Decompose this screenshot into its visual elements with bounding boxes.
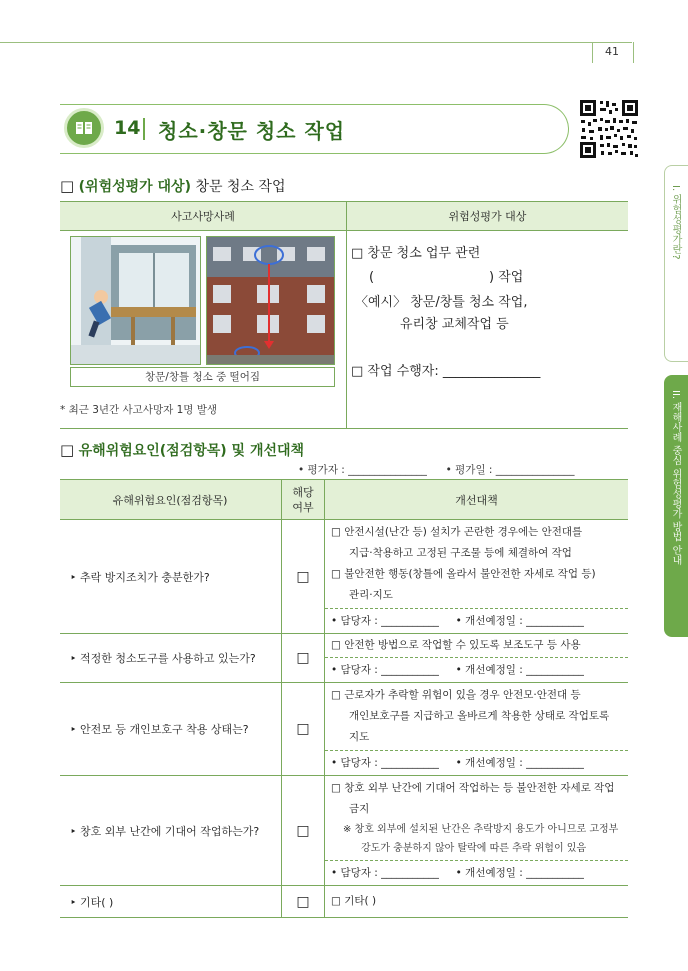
measure-note: 강도가 충분하지 않아 탈락에 따른 추락 위험이 있음 [361,843,587,854]
manager-row-3 [325,751,629,776]
title-number: 14 [114,117,141,139]
book-icon [64,108,104,148]
section1-checkbox-icon: □ [60,177,75,195]
improvement-measures-3 [325,683,629,751]
improvement-other: □ 기타( ) [325,886,629,918]
table-row [60,683,628,751]
planned-date-field: • 개선예정일 : ___________ [455,757,584,769]
fatality-footnote: * 최근 3년간 사고사망자 1명 발생 [60,404,218,416]
measure-line: □ 근로자가 추락할 위험이 있을 경우 안전모·안전대 등 [331,689,581,701]
table-row [60,634,628,658]
header-applicable: 해당 여부 [282,480,325,520]
page-number: 41 [605,45,619,58]
applicable-checkbox-4[interactable]: □ [282,776,325,886]
manager-field: • 담당자 : ___________ [331,615,439,627]
side-tab-chapter-2-label: II. 재해사례 중심 위험성평가 방법 안내 [670,390,681,565]
measure-line: □ 창호 외부 난간에 기대어 작업하는 등 불안전한 자세로 작업 [331,782,615,794]
improvement-measures-4 [325,776,629,861]
header-improvement: 개선대책 [325,480,629,520]
planned-date-field: • 개선예정일 : ___________ [455,867,584,879]
accident-illustration [70,236,201,365]
target-example-1: 〈예시〉 창문/창틀 청소 작업, [355,295,528,310]
evaluator-field: • 평가자 : _______________ [298,464,427,476]
measure-note: ※ 창호 외부에 설치된 난간은 추락방지 용도가 아니므로 고정부 [343,824,619,835]
table-row [60,520,628,609]
planned-date-field: • 개선예정일 : ___________ [455,615,584,627]
accident-photo [206,236,335,365]
improvement-measures-1 [325,520,629,609]
manager-field: • 담당자 : ___________ [331,757,439,769]
evaluation-date-field: • 평가일 : _______________ [445,464,575,476]
measure-line: □ 안전시설(난간 등) 설치가 곤란한 경우에는 안전대를 [331,526,583,538]
hazard-factor-2: ‣ 적정한 청소도구를 사용하고 있는가? [60,634,282,683]
planned-date-field: • 개선예정일 : ___________ [455,664,584,676]
hazard-checklist-table [60,479,628,918]
manager-row-2 [325,658,629,683]
measure-line: 금지 [349,803,370,815]
section2-heading [60,440,304,460]
manager-row-4 [325,861,629,886]
manager-field: • 담당자 : ___________ [331,867,439,879]
table-row [60,776,628,861]
measure-line: 지도 [349,731,370,743]
title-divider [143,118,145,140]
applicable-checkbox-other[interactable]: □ [282,886,325,918]
target-example-2: 유리창 교체작업 등 [400,317,509,332]
measure-line: 개인보호구를 지급하고 올바르게 착용한 상태로 작업토록 [349,710,610,722]
hazard-factor-4: ‣ 창호 외부 난간에 기대어 작업하는가? [60,776,282,886]
header-rule [0,42,632,43]
section1-label: (위험성평가 대상) [78,179,191,195]
measure-line: □ 안전한 방법으로 작업할 수 있도록 보조도구 등 사용 [331,639,581,651]
section2-label: 유해위험요인(점검항목) 및 개선대책 [78,443,305,459]
section2-checkbox-icon: □ [60,441,75,459]
target-line-2-open: ( [369,270,375,285]
measure-line: 지급·착용하고 고정된 구조물 등에 체결하여 작업 [349,547,572,559]
worker-field: □ 작업 수행자: _______________ [351,364,541,379]
measure-line: 관리·지도 [349,589,393,601]
hazard-factor-other: ‣ 기타( ) [60,886,282,918]
measure-line: □ 불안전한 행동(창틀에 올라서 불안전한 자세로 작업 등) [331,568,596,580]
header-accident-case: 사고사망사례 [60,202,347,231]
applicable-checkbox-3[interactable]: □ [282,683,325,776]
section1-value: 창문 청소 작업 [195,179,286,195]
side-tab-chapter-1-label: I. 위험성평가란? [670,185,681,260]
header-hazard-factor: 유해위험요인(점검항목) [60,480,282,520]
page-title: 청소·창문 청소 작업 [158,119,346,143]
hazard-factor-3: ‣ 안전모 등 개인보호구 착용 상태는? [60,683,282,776]
qr-code-icon [578,98,640,160]
improvement-measures-2 [325,634,629,658]
accident-caption: 창문/창틀 청소 중 떨어짐 [70,367,335,387]
hazard-factor-1: ‣ 추락 방지조치가 충분한가? [60,520,282,634]
manager-row-1 [325,609,629,634]
section1-heading [60,176,285,196]
target-line-2-close: ) 작업 [489,270,524,285]
target-line-1: □ 창문 청소 업무 관련 [351,246,481,261]
manager-field: • 담당자 : ___________ [331,664,439,676]
applicable-checkbox-1[interactable]: □ [282,520,325,634]
applicable-checkbox-2[interactable]: □ [282,634,325,683]
table-row [60,886,628,918]
evaluator-line [298,462,575,477]
header-assessment-target: 위험성평가 대상 [347,202,629,231]
